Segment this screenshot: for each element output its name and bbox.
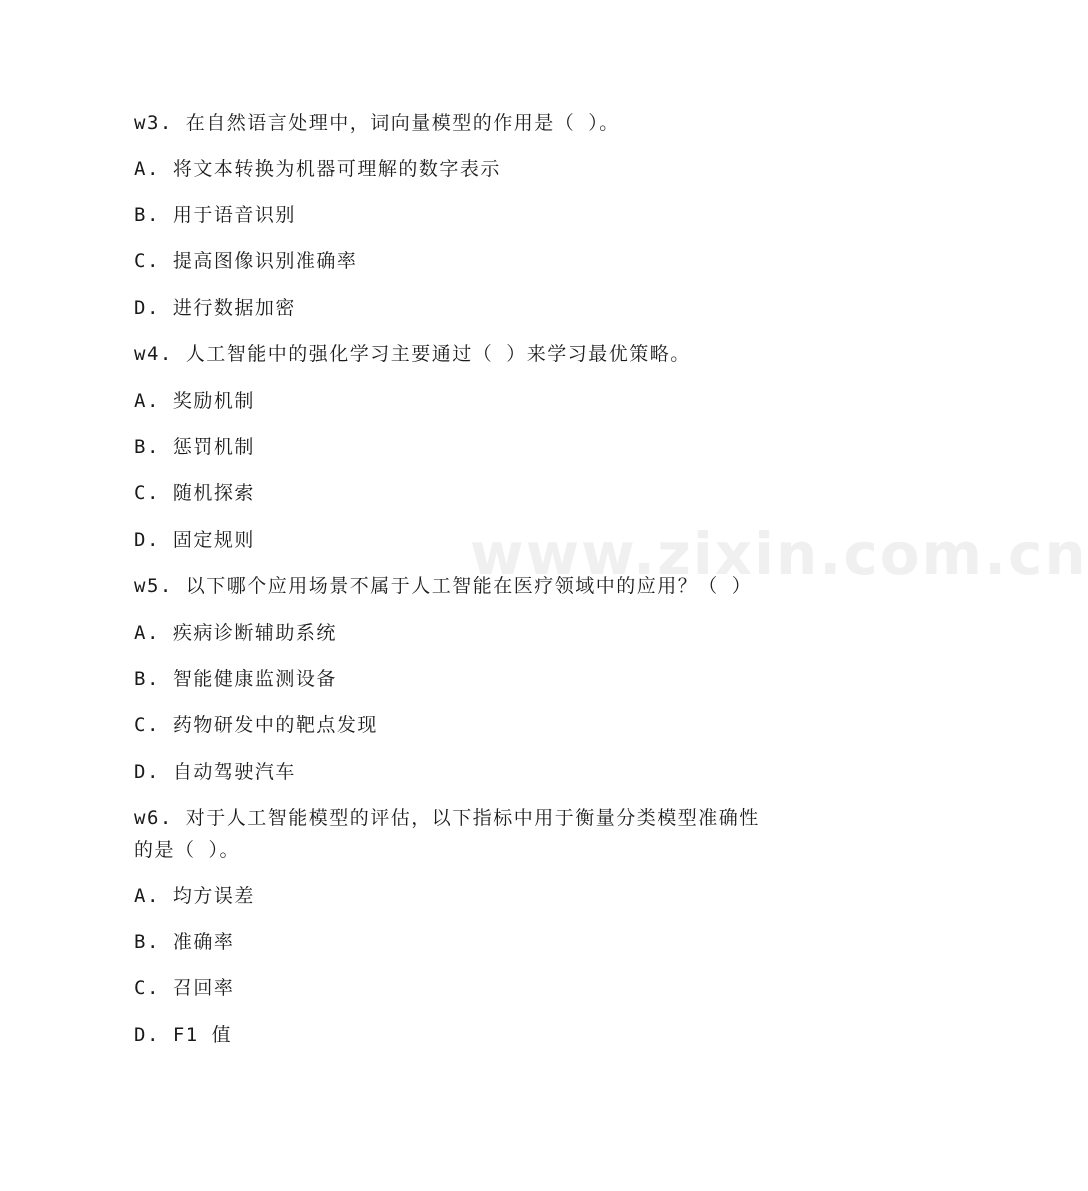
question-w4-option-b: B. 惩罚机制	[134, 436, 255, 458]
question-w5-option-a: A. 疾病诊断辅助系统	[134, 622, 337, 644]
question-w4-option-c: C. 随机探索	[134, 482, 255, 504]
question-w4-option-a: A. 奖励机制	[134, 390, 255, 412]
question-w3-option-d: D. 进行数据加密	[134, 297, 296, 319]
question-w5-stem: w5. 以下哪个应用场景不属于人工智能在医疗领域中的应用？（ ）	[134, 575, 753, 597]
question-w6-option-d: D. F1 值	[134, 1024, 233, 1046]
question-w4-stem: w4. 人工智能中的强化学习主要通过（ ）来学习最优策略。	[134, 343, 691, 365]
question-w6-stem-line2: 的是（ ）。	[134, 839, 240, 861]
question-w3-option-a: A. 将文本转换为机器可理解的数字表示	[134, 158, 501, 180]
question-w4-option-d: D. 固定规则	[134, 529, 255, 551]
question-w6-option-a: A. 均方误差	[134, 885, 255, 907]
watermark: www.zixin.com.cn	[470, 520, 1088, 588]
question-w6-stem-line1: w6. 对于人工智能模型的评估，以下指标中用于衡量分类模型准确性	[134, 807, 760, 829]
question-w5-option-c: C. 药物研发中的靶点发现	[134, 714, 378, 736]
question-w3-option-c: C. 提高图像识别准确率	[134, 250, 358, 272]
question-w3-option-b: B. 用于语音识别	[134, 204, 296, 226]
question-w3-stem: w3. 在自然语言处理中，词向量模型的作用是（ ）。	[134, 112, 620, 134]
question-w6-option-c: C. 召回率	[134, 977, 235, 999]
question-w5-option-d: D. 自动驾驶汽车	[134, 761, 296, 783]
question-w6-option-b: B. 准确率	[134, 931, 235, 953]
question-w5-option-b: B. 智能健康监测设备	[134, 668, 337, 690]
